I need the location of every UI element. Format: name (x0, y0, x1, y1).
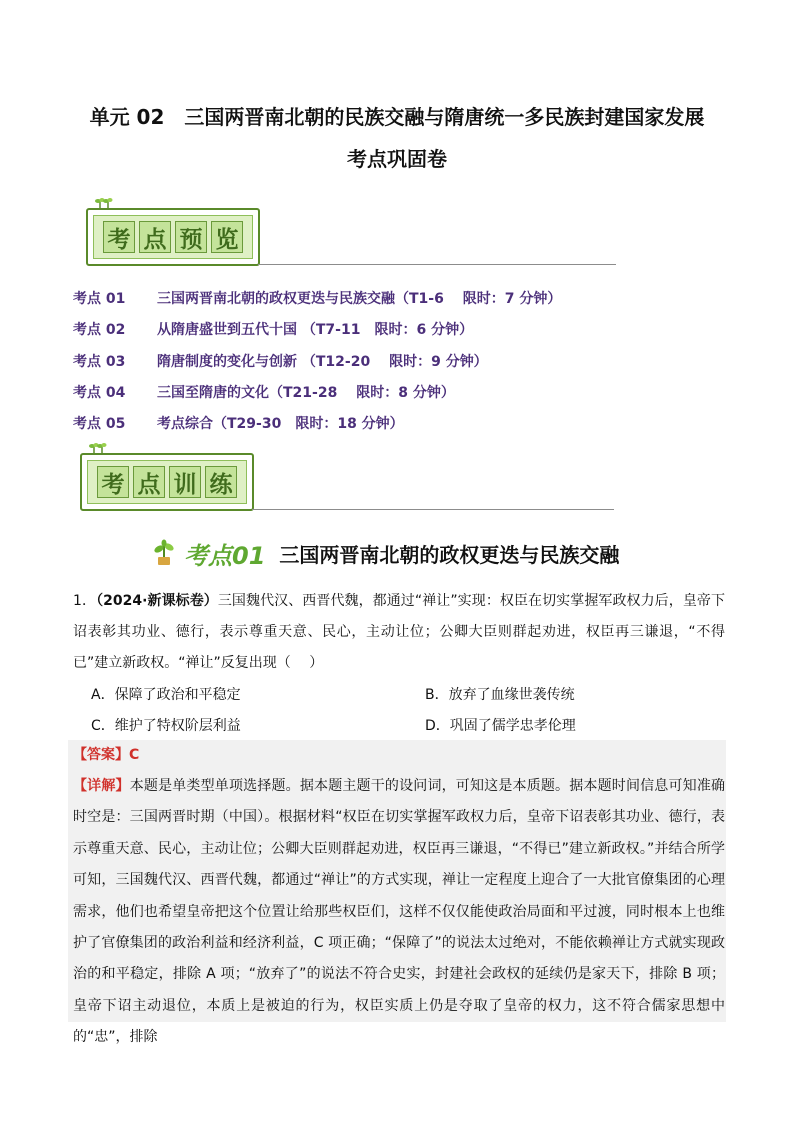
divider-line (258, 264, 616, 265)
answer-detail (73, 771, 725, 1054)
question-stem (73, 586, 725, 679)
badge-preview (86, 196, 258, 264)
question-text: 三国魏代汉、西晋代魏，都通过“禅让”实现：权臣在切实掌握军政权力后，皇帝下诏表彰其功业、德行，表示尊重天意、民心，主动让位；公卿大臣则群起劝进，权臣再三谦退，“不得已”建立新政权。“禅让”反复出现（ ） (73, 593, 725, 671)
question-number: 1． (73, 593, 97, 609)
section-heading (150, 537, 619, 569)
badge-frame (80, 453, 254, 511)
option-c[interactable]: C．维护了特权阶层利益 (91, 718, 241, 734)
divider-line (252, 509, 614, 510)
plant-icon (150, 539, 178, 567)
badge-char: 预 (175, 221, 207, 253)
toc-item: 考点 01 三国两晋南北朝的政权更迭与民族交融（T1-6 限时：7 分钟） (73, 291, 562, 307)
detail-text: 本题是单类型单项选择题。据本题主题干的设问词，可知这是本质题。据本题时间信息可知准确时空是：三国两晋时期（中国）。根据材料“权臣在切实掌握军政权力后，皇帝下诏表彰其功业、德行，表示尊重天意、民心，主动让位；公卿大臣则群起劝进，权臣再三谦退，“不得已”建立新政权。”并结合所学可知，三国魏代汉、西晋代魏，都通过“禅让”的方式实现，禅让一定程度上迎合了一大批官僚集团的心理需求，他们也希望皇帝把这个位置让给那些权臣们，这样不仅仅能使政治局面和平过渡，同时根本上也维护了官僚集团的政治利益和经济利益，C 项正确；“保障了”的说法太过绝对，不能依赖禅让方式就实现政治的和平稳定，排除 A 项；“放弃了”的说法不符合史实，封建社会政权的延续仍是家天下，排除 B 项；皇帝下诏主动退位，本质上是被迫的行为，权臣实质上仍是夺取了皇帝的权力，这不符合儒家思想中的“忠”，排除 (73, 778, 726, 1046)
question-source: （2024·新课标卷） (96, 593, 218, 609)
answer-line (73, 740, 725, 771)
toc-item: 考点 05 考点综合（T29-30 限时：18 分钟） (73, 416, 404, 432)
toc-item: 考点 04 三国至隋唐的文化（T21-28 限时：8 分钟） (73, 385, 455, 401)
badge-char: 考 (103, 221, 135, 253)
document-title-line1: 单元 02 三国两晋南北朝的民族交融与隋唐统一多民族封建国家发展 (89, 105, 705, 129)
badge-char: 练 (205, 466, 237, 498)
answer-value: C (129, 747, 140, 763)
document-title-line2: 考点巩固卷 (347, 147, 447, 171)
section-title: 三国两晋南北朝的政权更迭与民族交融 (279, 542, 620, 567)
option-d[interactable]: D．巩固了儒学忠孝伦理 (425, 718, 576, 734)
badge-char: 考 (97, 466, 129, 498)
badge-char: 览 (211, 221, 243, 253)
badge-char: 点 (139, 221, 171, 253)
badge-frame (86, 208, 260, 266)
toc-item: 考点 03 隋唐制度的变化与创新 （T12-20 限时：9 分钟） (73, 354, 488, 370)
badge-char: 训 (169, 466, 201, 498)
toc-item: 考点 02 从隋唐盛世到五代十国 （T7-11 限时：6 分钟） (73, 322, 474, 338)
option-a[interactable]: A．保障了政治和平稳定 (91, 687, 241, 703)
badge-char: 点 (133, 466, 165, 498)
section-label: 考点01 (184, 541, 266, 570)
answer-tag: 【答案】 (73, 747, 129, 763)
option-b[interactable]: B．放弃了血缘世袭传统 (425, 687, 575, 703)
detail-tag: 【详解】 (73, 778, 130, 794)
badge-training (80, 441, 252, 509)
